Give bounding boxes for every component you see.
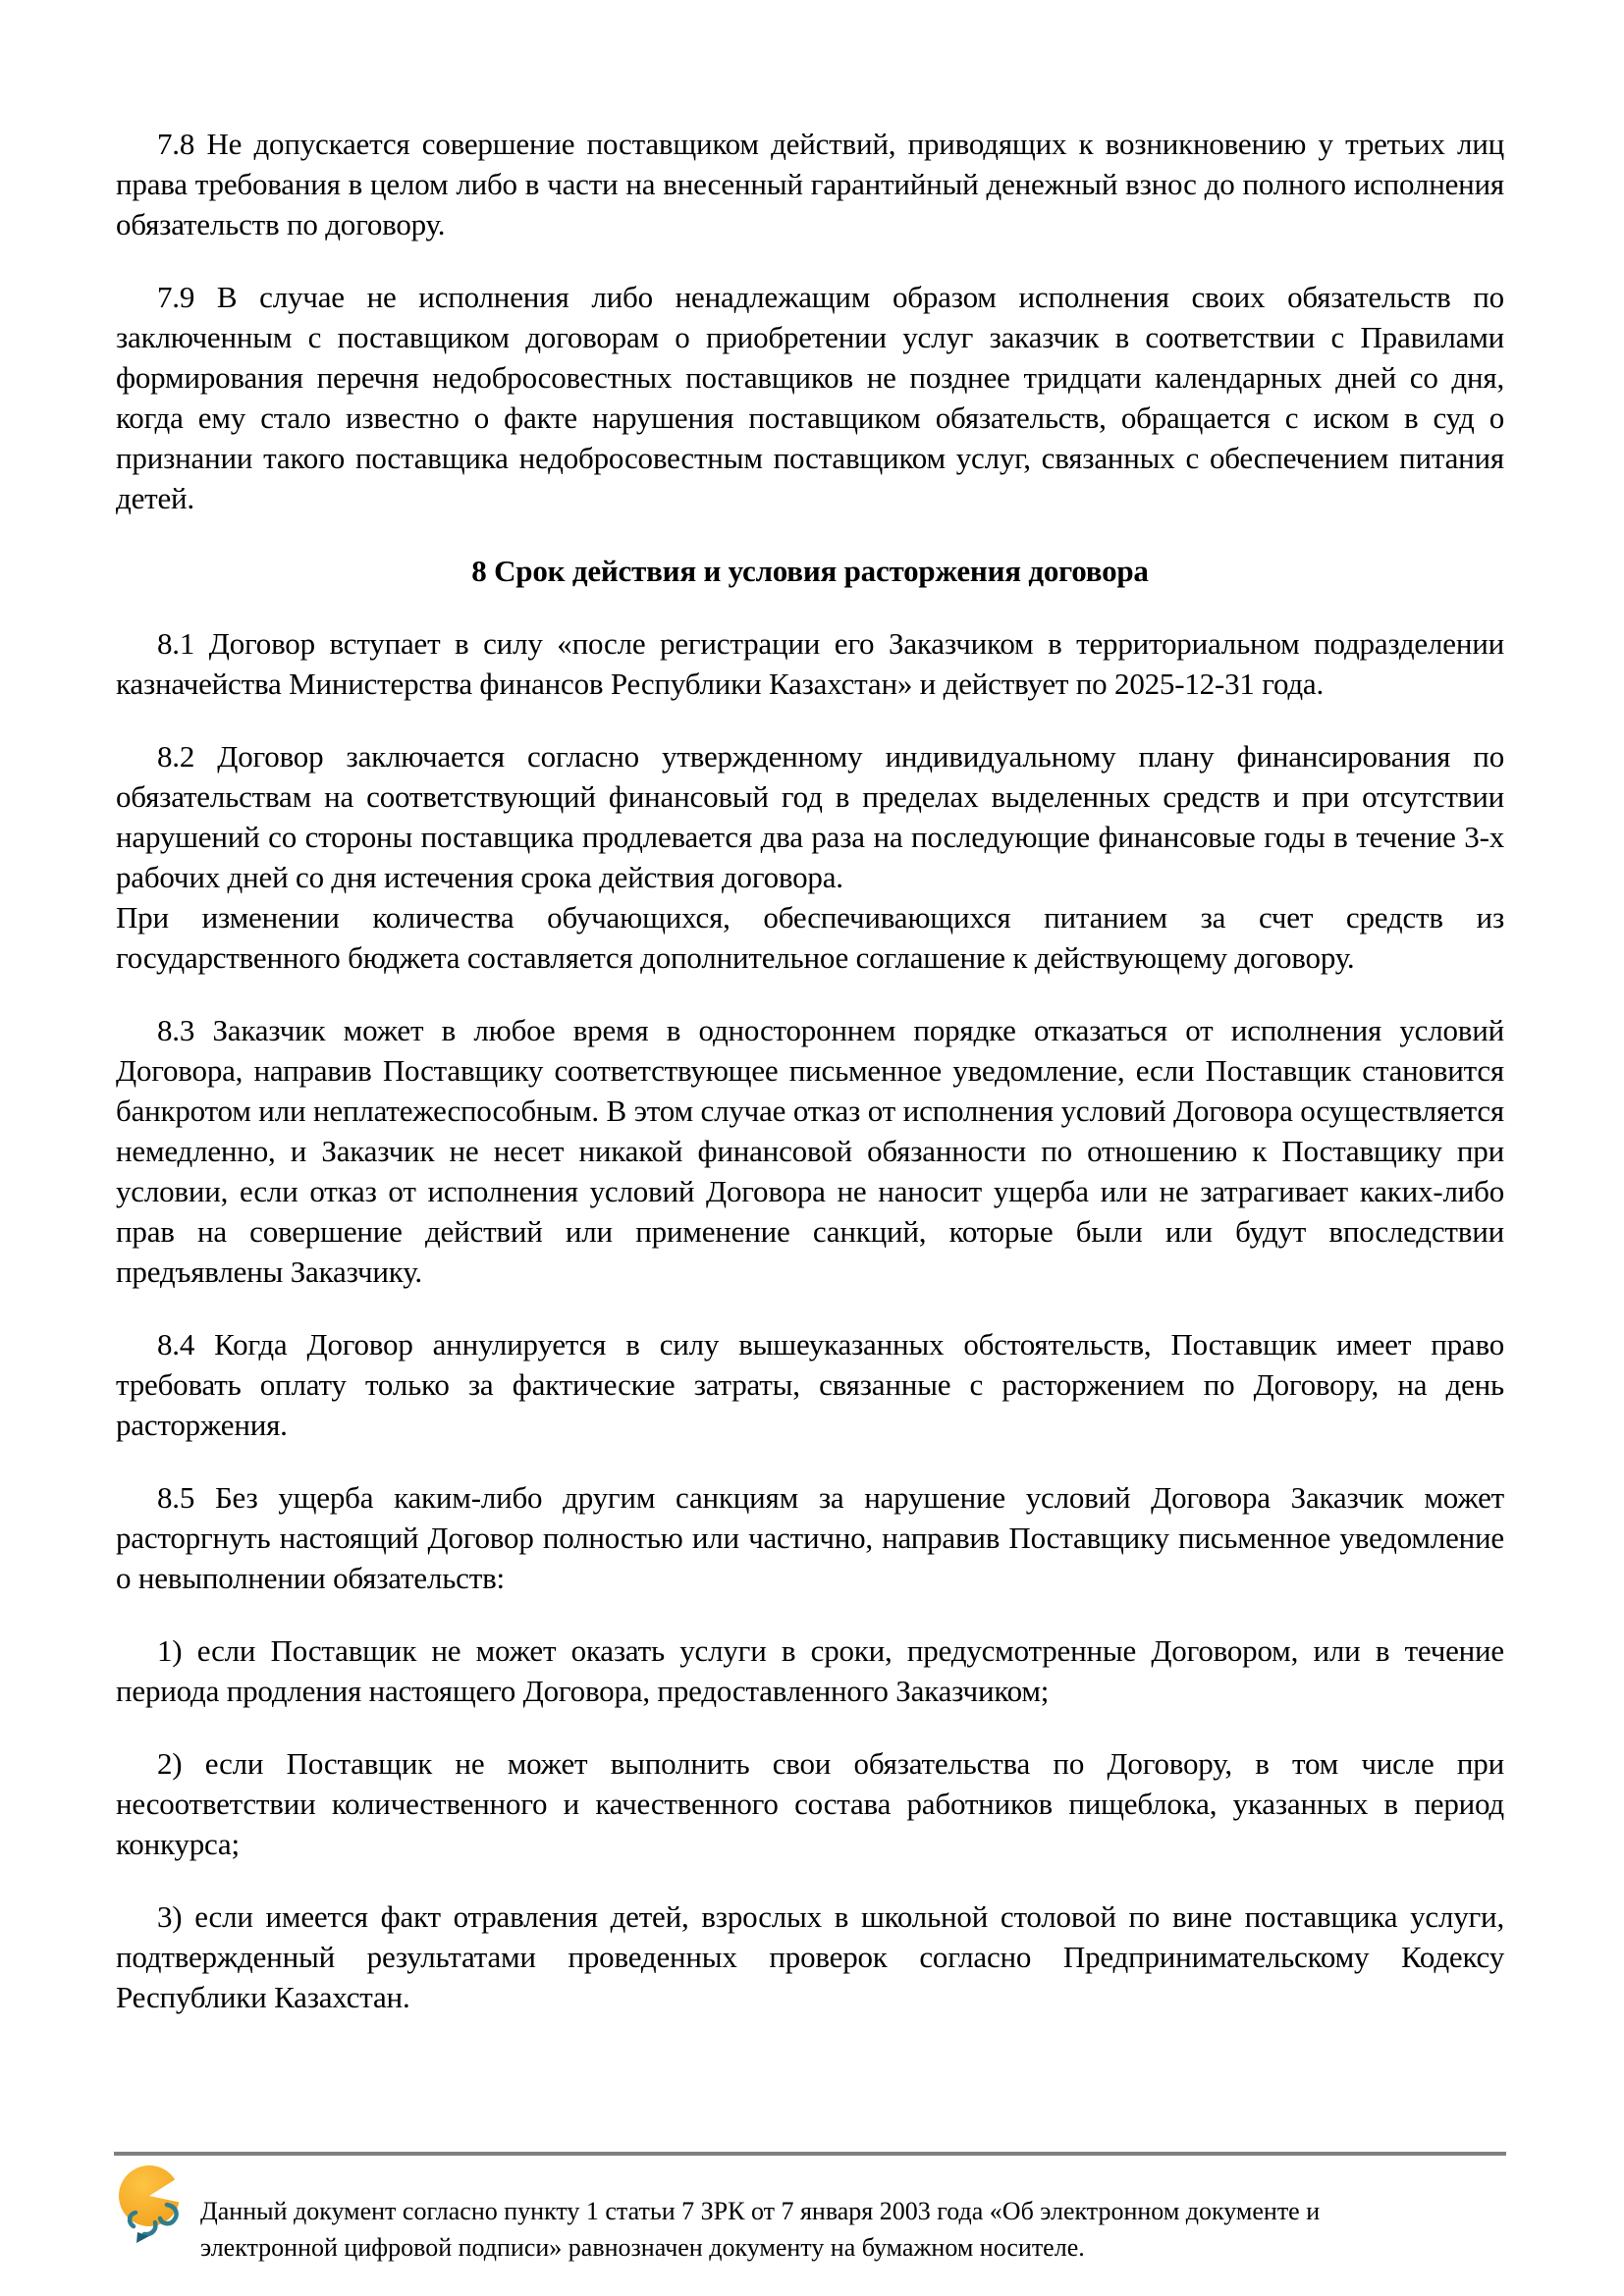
footer-divider [114,2152,1506,2156]
termination-reason-item-1: 1) если Поставщик не может оказать услуги в сроки, предусмотренные Договором, или в течение периода продления настоящего Договора, предоставленного Заказчиком; [116,1633,1504,1708]
clause-8-4-paragraph: 8.4 Когда Договор аннулируется в силу вышеуказанных обстоятельств, Поставщик имеет право требовать оплату только за фактические затраты, связанные с расторжением по Договору, на день расторжения. [116,1327,1504,1442]
footer-notice: Данный документ согласно пункту 1 статьи 7 ЗРК от 7 января 2003 года «Об электронном документе и электронной цифровой подписи» равнозначен документу на бумажном носителе. [200,2197,1321,2262]
clause-8-5-paragraph: 8.5 Без ущерба каким-либо другим санкциям за нарушение условий Договора Заказчик может расторгнуть настоящий Договор полностью или частично, направив Поставщику письменное уведомление о невыполнении обязательств: [116,1480,1504,1595]
footer [118,2163,1506,2291]
clause-7-8-paragraph: 7.8 Не допускается совершение поставщиком действий, приводящих к возникновению у третьих лиц права требования в целом либо в части на внесенный гарантийный денежный взнос до полного исполнения обязательств по договору. [116,127,1504,241]
clause-7-9-paragraph: 7.9 В случае не исполнения либо ненадлежащим образом исполнения своих обязательств по заключенным с поставщиком договорам о приобретении услуг заказчик в соответствии с Правилами формирования перечня недобросовестных поставщиков не позднее тридцати календарных дней со дня, когда ему стало известно о факте нарушения поставщиком обязательств, обращается с иском в суд о признании такого поставщика недобросовестным поставщиком услуг, связанных с обеспечением питания детей. [116,280,1504,515]
termination-reason-item-3: 3) если имеется факт отравления детей, взрослых в школьной столовой по вине поставщика услуги, подтвержденный результатами проведенных проверок согласно Предпринимательскому Кодексу Республики Казахстан. [116,1899,1504,2014]
clause-8-1-paragraph: 8.1 Договор вступает в силу «после регистрации его Заказчиком в территориальном подразделении казначейства Министерства финансов Республики Казахстан» и действует по 2025-12-31 года. [116,626,1504,701]
clause-8-2-amendment-paragraph: При изменении количества обучающихся, обеспечивающихся питанием за счет средств из государственного бюджета составляется дополнительное соглашение к действующему договору. [116,900,1504,975]
clause-8-2-paragraph: 8.2 Договор заключается согласно утвержденному индивидуальному плану финансирования по обязательствам на соответствующий финансовый год в пределах выделенных средств и при отсутствии нарушений со стороны поставщика продлевается два раза на последующие финансовые годы в течение 3-х рабочих дней со дня истечения срока действия договора. [116,739,1504,894]
contract-text-block [116,124,1504,2050]
termination-reason-item-2: 2) если Поставщик не может выполнить свои обязательства по Договору, в том числе при несоответствии количественного и качественного состава работников пищеблока, указанных в период конкурса; [116,1746,1504,1861]
clause-8-3-paragraph: 8.3 Заказчик может в любое время в одностороннем порядке отказаться от исполнения условий Договора, направив Поставщику соответствующее письменное уведомление, если Поставщик становится банкротом или неплатежеспособным. В этом случае отказ от исполнения условий Договора осуществляется немедленно, и Заказчик не несет никакой финансовой обязанности по отношению к Поставщику при условии, если отказ от исполнения условий Договора не наносит ущерба или не затрагивает каких-либо прав на совершение действий или применение санкций, которые были или будут впоследствии предъявлены Заказчику. [116,1013,1504,1289]
section-8-heading: 8 Срок действия и условия расторжения договора [471,554,1149,588]
edocument-stamp-icon [118,2163,187,2244]
